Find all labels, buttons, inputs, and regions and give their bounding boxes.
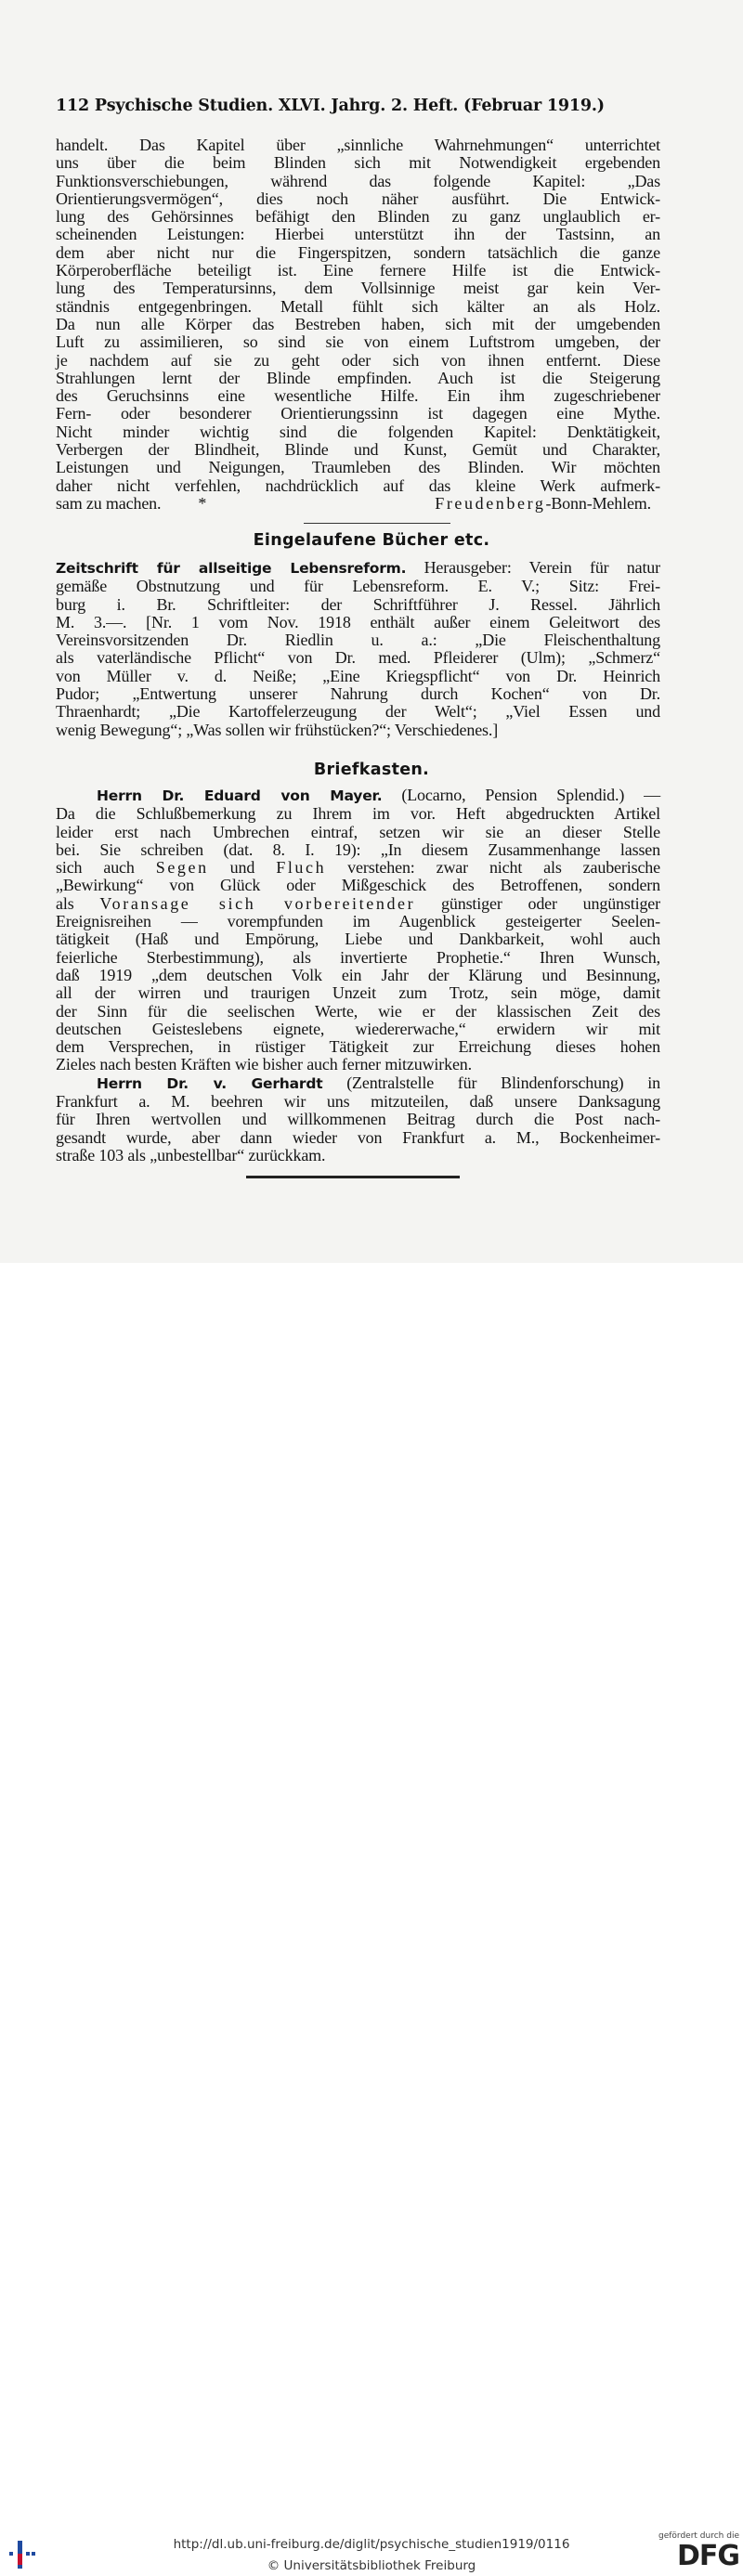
letter-line: straße 103 als „unbestellbar“ zurückkam. <box>56 1145 326 1164</box>
letter-line: Ereignisreihen — vorempfunden im Augenblick gesteigerter Seelen- <box>56 912 660 931</box>
review-line: scheinenden Leistungen: Hierbei unterstützt ihn der Tastsinn, an <box>56 225 660 244</box>
review-line: Leistungen und Neigungen, Traumleben des Blinden. Wir möchten <box>56 458 660 477</box>
addressee-name: Herrn Dr. Eduard von Mayer. <box>97 787 383 804</box>
letter-line: Frankfurt a. M. beehren wir uns mitzuteilen, daß unsere Danksagung <box>56 1092 660 1112</box>
books-entry-line: burg i. Br. Schriftleiter: der Schriftführer J. Ressel. Jährlich <box>56 594 660 614</box>
copyright-notice: © Universitätsbibliothek Freiburg <box>267 2558 476 2573</box>
letter-line: feierliche Sterbestimmung), als invertierte Prophetie.“ Ihren Wunsch, <box>56 947 660 967</box>
books-entry-line: Vereinsvorsitzenden Dr. Riedlin u. a.: „Die Fleischenthaltung <box>56 631 660 650</box>
letter-line: sich auch Segen und Fluch verstehen: zwar nicht als zauberische <box>56 858 660 878</box>
letter-line: der Sinn für die seelischen Werte, wie er der klassischen Zeit des <box>56 1001 660 1021</box>
review-signature-line: sam zu machen. * Freudenberg-Bonn-Mehlem. <box>56 493 651 513</box>
review-line: Strahlungen lernt der Blinde empfinden. Auch ist die Steigerung <box>56 368 660 387</box>
books-entry-line: Pudor; „Entwertung unserer Nahrung durch Kochen“ von Dr. <box>56 684 660 704</box>
books-entry <box>56 559 660 739</box>
letter-line: Da die Schlußbemerkung zu Ihrem im vor. Heft abgedruckten Artikel <box>56 804 660 824</box>
scanned-page <box>0 0 743 1263</box>
review-line: je nachdem auf sie zu geht oder sich von ihnen entfernt. Diese <box>56 350 660 370</box>
letter-line: tätigkeit (Haß und Empörung, Liebe und Dankbarkeit, wohl auch <box>56 930 660 949</box>
end-rule <box>246 1176 460 1178</box>
viewer-footer <box>0 1263 743 2573</box>
source-url[interactable]: http://dl.ub.uni-freiburg.de/diglit/psychische_studien1919/0116 <box>173 2537 570 2552</box>
letter-line: gesandt wurde, aber dann wieder von Frankfurt a. M., Bockenheimer- <box>56 1127 660 1147</box>
dfg-logo: gefördert durch die DFG <box>658 2531 739 2572</box>
review-line: Funktionsverschiebungen, während das folgende Kapitel: „Das <box>56 171 660 190</box>
books-entry-line: als vaterländische Pflicht“ von Dr. med. Pfleiderer (Ulm); „Schmerz“ <box>56 648 660 668</box>
section-heading-letters: Briefkasten. <box>313 761 430 779</box>
review-line: dem aber nicht nur die Fingerspitzen, sondern tatsächlich die ganze <box>56 242 660 262</box>
letter-line: „Bewirkung“ von Glück oder Mißgeschick des Betroffenen, sondern <box>56 876 660 895</box>
review-line: ständnis entgegenbringen. Metall fühlt sich kälter an als Holz. <box>56 296 660 316</box>
letter-line: Zieles nach besten Kräften wie bisher auch ferner mitzuwirken. <box>56 1055 473 1074</box>
books-entry-line: M. 3.—. [Nr. 1 vom Nov. 1918 enthält außer einem Geleitwort des <box>56 612 660 631</box>
letter-line: leider erst nach Umbrechen eintraf, setzen wir sie an dieser Stelle <box>56 822 660 841</box>
books-entry-line: gemäße Obstnutzung und für Lebensreform. E. V.; Sitz: Frei- <box>56 577 660 596</box>
review-line: uns über die beim Blinden sich mit Notwendigkeit ergebenden <box>56 153 660 173</box>
review-line: Da nun alle Körper das Bestreben haben, sich mit der umgebenden <box>56 314 660 333</box>
review-line: Orientierungsvermögen“, dies noch näher ausführt. Die Entwick- <box>56 189 660 208</box>
addressee-name: Herrn Dr. v. Gerhardt <box>97 1074 323 1092</box>
letter-line: deutschen Geisteslebens eignete, wiedererwache,“ erwidern wir mit <box>56 1019 660 1038</box>
divider-rule <box>304 523 450 524</box>
review-text <box>56 137 660 513</box>
review-line: daher nicht verfehlen, nachdrücklich auf das kleine Werk aufmerk- <box>56 475 660 495</box>
letter-line: bei. Sie schreiben (dat. 8. I. 19): „In diesem Zusammenhange lassen <box>56 839 660 859</box>
books-entry-line: von Müller v. d. Neiße; „Eine Kriegspflicht“ von Dr. Heinrich <box>56 666 660 685</box>
letter-line: daß 1919 „dem deutschen Volk ein Jahr der Klärung und Besinnung, <box>56 965 660 984</box>
review-line: lung des Gehörsinnes befähigt den Blinden zu ganz unglaublich er- <box>56 207 660 227</box>
books-entry-line: wenig Bewegung“; „Was sollen wir frühstücken?“; Verschiedenes.] <box>56 720 499 739</box>
review-line: Fern- oder besonderer Orientierungssinn ist dagegen eine Mythe. <box>56 404 660 423</box>
review-line: Luft zu assimilieren, so sind sie von einem Luftstrom umgeben, der <box>56 332 660 352</box>
review-line: handelt. Das Kapitel über „sinnliche Wahrnehmungen“ unterrichtet <box>56 136 660 154</box>
letter-line: als Voransage sich vorbereitender günstiger oder ungünstiger <box>56 893 660 913</box>
letter-line: Herrn Dr. Eduard von Mayer. (Locarno, Pension Splendid.) — <box>97 786 660 804</box>
section-heading-books: Eingelaufene Bücher etc. <box>253 531 490 550</box>
books-entry-line: Thraenhardt; „Die Kartoffelerzeugung der Welt“; „Viel Essen und <box>56 702 660 722</box>
reviewer-name: Freudenberg <box>435 493 546 513</box>
letter-line: für Ihren wertvollen und willkommenen Beitrag durch die Post nach- <box>56 1110 660 1129</box>
review-line: Verbergen der Blindheit, Blinde und Kunst, Gemüt und Charakter, <box>56 440 660 460</box>
letters-text <box>56 787 660 1164</box>
running-header: 112 Psychische Studien. XLVI. Jahrg. 2. Heft. (Februar 1919.) <box>56 97 605 115</box>
review-line: des Geruchsinns eine wesentliche Hilfe. Ein ihm zugeschriebener <box>56 386 660 406</box>
books-entry-line: Zeitschrift für allseitige Lebensreform. Herausgeber: Verein für natur <box>56 558 660 577</box>
review-line: Körperoberfläche beteiligt ist. Eine fernere Hilfe ist die Entwick- <box>56 261 660 280</box>
letter-line: dem Versprechen, in rüstiger Tätigkeit zur Erreichung dieses hohen <box>56 1037 660 1057</box>
journal-title: Zeitschrift für allseitige Lebensreform. <box>56 560 407 577</box>
letter-line: Herrn Dr. v. Gerhardt (Zentralstelle für Blindenforschung) in <box>97 1073 660 1092</box>
review-line: lung des Temperatursinns, dem Vollsinnige meist gar kein Ver- <box>56 279 660 298</box>
review-line: Nicht minder wichtig sind die folgenden Kapitel: Denktätigkeit, <box>56 422 660 441</box>
letter-line: all der wirren und traurigen Unzeit zum Trotz, sein möge, damit <box>56 983 660 1003</box>
